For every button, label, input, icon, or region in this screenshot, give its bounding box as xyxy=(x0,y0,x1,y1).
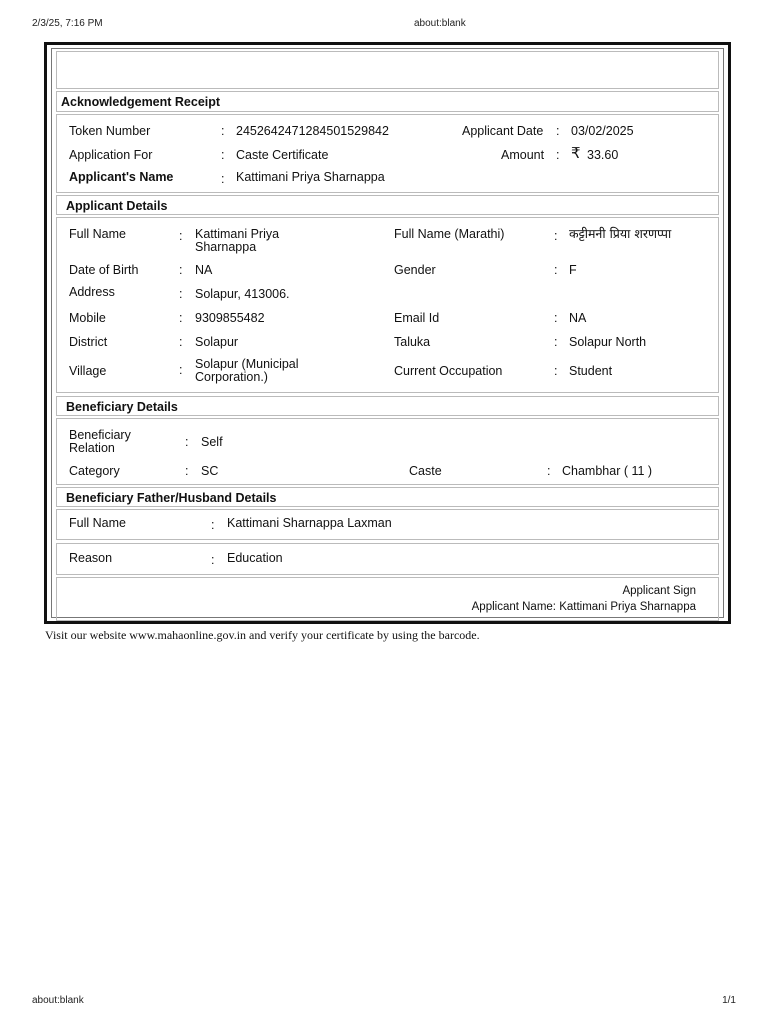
receipt-title-bar xyxy=(56,91,719,112)
occupation-value: Student xyxy=(569,364,613,378)
full-name-value-line1: Kattimani Priya xyxy=(195,227,280,241)
district-label: District xyxy=(69,335,108,349)
separator: : xyxy=(556,148,560,162)
token-value: 2452642471284501529842 xyxy=(236,124,389,138)
caste-value: Chambhar ( 11 ) xyxy=(562,464,653,478)
separator: : xyxy=(554,229,558,243)
applicant-details-bar xyxy=(56,195,719,215)
district-value: Solapur xyxy=(195,335,239,349)
email-label: Email Id xyxy=(394,311,440,325)
separator: : xyxy=(554,364,558,378)
address-value: Solapur, 413006. xyxy=(195,287,290,301)
village-value-line1: Solapur (Municipal xyxy=(195,357,299,371)
beneficiary-details-title: Beneficiary Details xyxy=(66,400,178,414)
applicant-sign-name: Applicant Name: Kattimani Priya Sharnappa xyxy=(471,601,696,613)
village-label: Village xyxy=(69,364,107,378)
relation-label-line2: Relation xyxy=(69,441,115,455)
applicant-date-label: Applicant Date xyxy=(462,124,544,138)
applicant-name-label: Applicant's Name xyxy=(69,170,174,184)
separator: : xyxy=(556,124,560,138)
gender-value: F xyxy=(569,263,577,277)
separator: : xyxy=(211,553,215,567)
separator: : xyxy=(221,124,225,138)
applicant-name-value: Kattimani Priya Sharnappa xyxy=(236,170,385,184)
gender-label: Gender xyxy=(394,263,436,277)
separator: : xyxy=(211,518,215,532)
rupee-icon: ₹ xyxy=(571,145,581,162)
separator: : xyxy=(554,311,558,325)
print-page-number: 1/1 xyxy=(722,995,736,1006)
father-name-label: Full Name xyxy=(69,516,126,530)
father-details-title: Beneficiary Father/Husband Details xyxy=(66,491,277,505)
reason-section xyxy=(56,543,719,575)
mobile-value: 9309855482 xyxy=(195,311,265,325)
caste-label: Caste xyxy=(409,464,442,478)
applicant-details-section xyxy=(56,217,719,393)
print-footer-url: about:blank xyxy=(32,995,84,1006)
beneficiary-details-bar xyxy=(56,396,719,416)
print-url: about:blank xyxy=(414,18,466,29)
print-datetime: 2/3/25, 7:16 PM xyxy=(32,18,103,29)
address-label: Address xyxy=(69,285,115,299)
father-details-bar xyxy=(56,487,719,507)
separator: : xyxy=(547,464,551,478)
full-name-marathi-value: कट्टीमनी प्रिया शरणप्पा xyxy=(569,226,672,241)
amount-label: Amount xyxy=(501,148,545,162)
separator: : xyxy=(179,287,183,301)
receipt-inner-frame xyxy=(51,48,724,618)
dob-value: NA xyxy=(195,263,213,277)
dob-label: Date of Birth xyxy=(69,263,139,277)
applicant-date-value: 03/02/2025 xyxy=(571,124,634,138)
separator: : xyxy=(179,363,183,377)
reason-label: Reason xyxy=(69,551,113,565)
application-for-label: Application For xyxy=(69,148,153,162)
separator: : xyxy=(554,263,558,277)
beneficiary-details-section xyxy=(56,418,719,485)
village-value-line2: Corporation.) xyxy=(195,370,268,384)
separator: : xyxy=(185,464,189,478)
separator: : xyxy=(554,335,558,349)
signature-section xyxy=(56,577,719,621)
relation-label-line1: Beneficiary xyxy=(69,428,131,442)
separator: : xyxy=(179,263,183,277)
email-value: NA xyxy=(569,311,587,325)
barcode-area xyxy=(56,51,719,89)
applicant-details-title: Applicant Details xyxy=(66,199,168,213)
separator: : xyxy=(179,229,183,243)
occupation-label: Current Occupation xyxy=(394,364,503,378)
category-value: SC xyxy=(201,464,219,478)
separator: : xyxy=(185,435,189,449)
full-name-value-line2: Sharnappa xyxy=(195,240,257,254)
website-verification-note: Visit our website www.mahaonline.gov.in and verify your certificate by using the barcode. xyxy=(45,628,480,642)
amount-value: 33.60 xyxy=(587,148,619,162)
full-name-label: Full Name xyxy=(69,227,126,241)
applicant-sign-label: Applicant Sign xyxy=(622,585,696,597)
mobile-label: Mobile xyxy=(69,311,106,325)
separator: : xyxy=(221,172,225,186)
receipt-frame xyxy=(44,42,731,624)
separator: : xyxy=(179,335,183,349)
taluka-label: Taluka xyxy=(394,335,431,349)
token-label: Token Number xyxy=(69,124,151,138)
full-name-marathi-label: Full Name (Marathi) xyxy=(394,227,505,241)
relation-value: Self xyxy=(201,435,223,449)
separator: : xyxy=(221,148,225,162)
reason-value: Education xyxy=(227,551,283,565)
father-name-value: Kattimani Sharnappa Laxman xyxy=(227,516,392,530)
taluka-value: Solapur North xyxy=(569,335,647,349)
token-section xyxy=(56,114,719,193)
father-details-section xyxy=(56,509,719,540)
category-label: Category xyxy=(69,464,120,478)
separator: : xyxy=(179,311,183,325)
receipt-title: Acknowledgement Receipt xyxy=(61,95,221,109)
application-for-value: Caste Certificate xyxy=(236,148,329,162)
